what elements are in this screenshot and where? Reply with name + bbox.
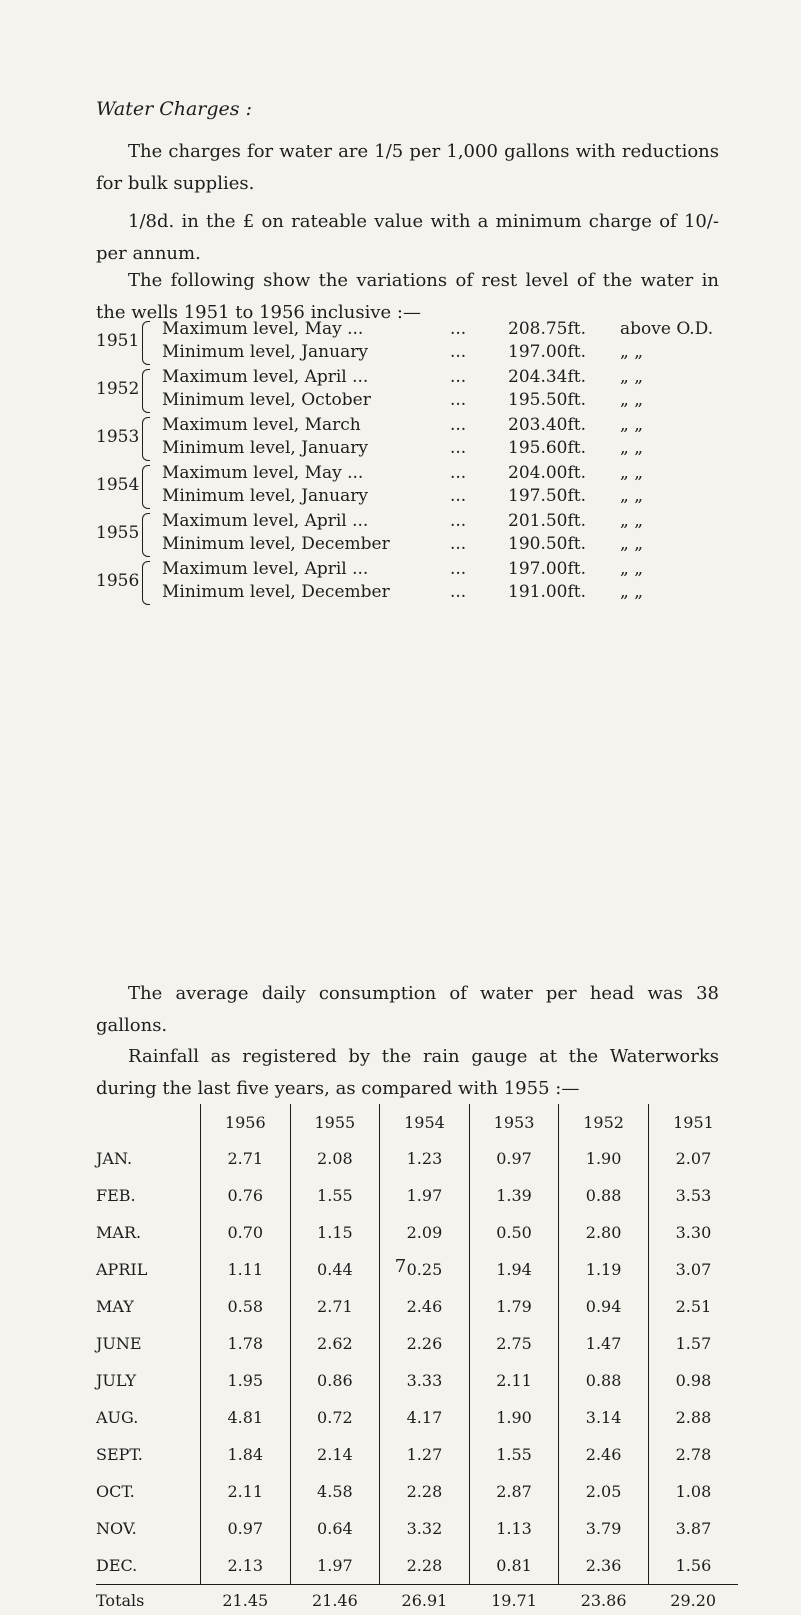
year-header: 1956 xyxy=(201,1104,291,1140)
brace-icon xyxy=(142,513,150,557)
totals-row xyxy=(96,1585,738,1615)
rainfall-cell: 1.94 xyxy=(469,1251,559,1288)
rainfall-cell: 0.72 xyxy=(290,1399,380,1436)
section-heading: Water Charges : xyxy=(96,98,252,120)
rest-level-desc: Maximum level, April ... xyxy=(162,367,368,387)
rainfall-cell: 1.08 xyxy=(648,1473,738,1510)
rainfall-cell: 0.97 xyxy=(201,1510,291,1547)
rest-level-ref: „ „ xyxy=(620,342,643,362)
rainfall-cell: 0.64 xyxy=(290,1510,380,1547)
month-label: DEC. xyxy=(96,1547,201,1585)
brace-icon xyxy=(142,465,150,509)
rainfall-header-row xyxy=(96,1104,738,1140)
table-row xyxy=(96,1510,738,1547)
month-label: OCT. xyxy=(96,1473,201,1510)
rest-level-value: 195.60ft. xyxy=(508,438,586,458)
rainfall-cell: 2.11 xyxy=(201,1473,291,1510)
rest-level-group xyxy=(96,559,786,607)
rainfall-cell: 2.51 xyxy=(648,1288,738,1325)
rainfall-cell: 1.97 xyxy=(290,1547,380,1585)
rest-level-ref: „ „ xyxy=(620,534,643,554)
table-row xyxy=(96,1214,738,1251)
table-row xyxy=(96,1325,738,1362)
total-cell: 21.45 xyxy=(201,1585,291,1615)
rest-level-year: 1954 xyxy=(96,475,134,495)
rest-level-value: 204.00ft. xyxy=(508,463,586,483)
rainfall-body xyxy=(96,1140,738,1615)
rest-level-value: 191.00ft. xyxy=(508,582,586,602)
table-row xyxy=(96,1288,738,1325)
rest-level-dots: ... xyxy=(450,582,466,602)
rest-level-dots: ... xyxy=(450,486,466,506)
rest-level-value: 197.50ft. xyxy=(508,486,586,506)
month-header xyxy=(96,1104,201,1140)
table-row xyxy=(96,1140,738,1177)
rainfall-cell: 3.07 xyxy=(648,1251,738,1288)
rainfall-cell: 1.95 xyxy=(201,1362,291,1399)
total-cell: 29.20 xyxy=(648,1585,738,1615)
rainfall-cell: 1.97 xyxy=(380,1177,470,1214)
rainfall-cell: 2.46 xyxy=(380,1288,470,1325)
rainfall-cell: 2.07 xyxy=(648,1140,738,1177)
rest-level-ref: „ „ xyxy=(620,438,643,458)
rest-level-value: 208.75ft. xyxy=(508,319,586,339)
rainfall-table xyxy=(96,1104,738,1615)
rest-level-group xyxy=(96,511,786,559)
rainfall-cell: 3.87 xyxy=(648,1510,738,1547)
rest-level-value: 203.40ft. xyxy=(508,415,586,435)
rest-level-ref: „ „ xyxy=(620,486,643,506)
month-label: JUNE xyxy=(96,1325,201,1362)
rest-level-value: 195.50ft. xyxy=(508,390,586,410)
year-header: 1952 xyxy=(559,1104,649,1140)
rainfall-cell: 3.32 xyxy=(380,1510,470,1547)
rest-level-year: 1952 xyxy=(96,379,134,399)
rainfall-cell: 0.50 xyxy=(469,1214,559,1251)
rainfall-cell: 1.39 xyxy=(469,1177,559,1214)
rest-level-dots: ... xyxy=(450,390,466,410)
month-label: SEPT. xyxy=(96,1436,201,1473)
rainfall-cell: 1.15 xyxy=(290,1214,380,1251)
rest-level-ref: „ „ xyxy=(620,511,643,531)
rainfall-cell: 0.76 xyxy=(201,1177,291,1214)
rest-level-ref: „ „ xyxy=(620,463,643,483)
total-cell: 26.91 xyxy=(380,1585,470,1615)
rainfall-cell: 1.55 xyxy=(469,1436,559,1473)
rainfall-cell: 2.11 xyxy=(469,1362,559,1399)
month-label: APRIL xyxy=(96,1251,201,1288)
rainfall-cell: 3.79 xyxy=(559,1510,649,1547)
rest-level-ref: above O.D. xyxy=(620,319,713,339)
rainfall-cell: 2.09 xyxy=(380,1214,470,1251)
rainfall-cell: 3.14 xyxy=(559,1399,649,1436)
rainfall-cell: 4.17 xyxy=(380,1399,470,1436)
rainfall-cell: 2.71 xyxy=(201,1140,291,1177)
rest-level-ref: „ „ xyxy=(620,367,643,387)
rest-level-ref: „ „ xyxy=(620,582,643,602)
table-row xyxy=(96,1436,738,1473)
month-label: JULY xyxy=(96,1362,201,1399)
rainfall-cell: 2.87 xyxy=(469,1473,559,1510)
rainfall-cell: 2.26 xyxy=(380,1325,470,1362)
month-label: MAY xyxy=(96,1288,201,1325)
rainfall-cell: 0.88 xyxy=(559,1177,649,1214)
rest-level-desc: Maximum level, May ... xyxy=(162,463,363,483)
rest-level-dots: ... xyxy=(450,511,466,531)
rest-level-dots: ... xyxy=(450,342,466,362)
brace-icon xyxy=(142,321,150,365)
rainfall-cell: 2.75 xyxy=(469,1325,559,1362)
table-row xyxy=(96,1362,738,1399)
rainfall-cell: 1.19 xyxy=(559,1251,649,1288)
rainfall-intro-paragraph: Rainfall as registered by the rain gauge at the Waterworks during the last five years, as compared with 1955 :— xyxy=(96,1041,719,1105)
rainfall-cell: 1.47 xyxy=(559,1325,649,1362)
brace-icon xyxy=(142,561,150,605)
rest-level-desc: Minimum level, January xyxy=(162,486,368,506)
rest-level-desc: Minimum level, December xyxy=(162,582,390,602)
rest-level-year: 1955 xyxy=(96,523,134,543)
consumption-paragraph: The average daily consumption of water per head was 38 gallons. xyxy=(96,978,719,1042)
rainfall-cell: 1.55 xyxy=(290,1177,380,1214)
rainfall-cell: 1.79 xyxy=(469,1288,559,1325)
rainfall-cell: 0.97 xyxy=(469,1140,559,1177)
rainfall-cell: 0.25 xyxy=(380,1251,470,1288)
rainfall-cell: 1.57 xyxy=(648,1325,738,1362)
rainfall-cell: 1.78 xyxy=(201,1325,291,1362)
rateable-paragraph: 1/8d. in the £ on rateable value with a minimum charge of 10/- per annum. xyxy=(96,206,719,270)
month-label: FEB. xyxy=(96,1177,201,1214)
rest-level-desc: Maximum level, May ... xyxy=(162,319,363,339)
rest-level-value: 197.00ft. xyxy=(508,342,586,362)
rest-level-ref: „ „ xyxy=(620,415,643,435)
rainfall-cell: 2.78 xyxy=(648,1436,738,1473)
rest-level-desc: Maximum level, April ... xyxy=(162,559,368,579)
month-label: MAR. xyxy=(96,1214,201,1251)
rest-level-ref: „ „ xyxy=(620,390,643,410)
rest-level-year: 1956 xyxy=(96,571,134,591)
rest-level-group xyxy=(96,463,786,511)
variations-intro-paragraph: The following show the variations of rest level of the water in the wells 1951 to 1956 inclusive :— xyxy=(96,265,719,329)
rainfall-cell: 0.44 xyxy=(290,1251,380,1288)
rest-level-group xyxy=(96,319,786,367)
total-cell: 23.86 xyxy=(559,1585,649,1615)
rainfall-cell: 1.27 xyxy=(380,1436,470,1473)
year-header: 1955 xyxy=(290,1104,380,1140)
rest-level-group xyxy=(96,367,786,415)
rainfall-cell: 1.90 xyxy=(559,1140,649,1177)
year-header: 1953 xyxy=(469,1104,559,1140)
month-label: NOV. xyxy=(96,1510,201,1547)
rainfall-cell: 2.14 xyxy=(290,1436,380,1473)
total-cell: 21.46 xyxy=(290,1585,380,1615)
rest-level-year: 1951 xyxy=(96,331,134,351)
rest-level-ref: „ „ xyxy=(620,559,643,579)
rainfall-cell: 2.13 xyxy=(201,1547,291,1585)
rest-level-group xyxy=(96,415,786,463)
rest-level-desc: Minimum level, January xyxy=(162,438,368,458)
year-header: 1954 xyxy=(380,1104,470,1140)
table-row xyxy=(96,1177,738,1214)
rest-level-dots: ... xyxy=(450,415,466,435)
rainfall-cell: 2.62 xyxy=(290,1325,380,1362)
table-row xyxy=(96,1399,738,1436)
rainfall-cell: 0.81 xyxy=(469,1547,559,1585)
rainfall-cell: 1.13 xyxy=(469,1510,559,1547)
rainfall-cell: 2.36 xyxy=(559,1547,649,1585)
rainfall-cell: 3.30 xyxy=(648,1214,738,1251)
totals-label: Totals xyxy=(96,1585,201,1615)
rainfall-cell: 1.90 xyxy=(469,1399,559,1436)
rainfall-cell: 2.46 xyxy=(559,1436,649,1473)
rest-level-year: 1953 xyxy=(96,427,134,447)
brace-icon xyxy=(142,417,150,461)
rainfall-cell: 2.28 xyxy=(380,1473,470,1510)
rest-level-desc: Minimum level, December xyxy=(162,534,390,554)
rest-level-value: 190.50ft. xyxy=(508,534,586,554)
rainfall-cell: 1.56 xyxy=(648,1547,738,1585)
rainfall-cell: 0.70 xyxy=(201,1214,291,1251)
rainfall-cell: 4.58 xyxy=(290,1473,380,1510)
rainfall-cell: 1.23 xyxy=(380,1140,470,1177)
rest-level-dots: ... xyxy=(450,367,466,387)
rainfall-cell: 4.81 xyxy=(201,1399,291,1436)
rainfall-cell: 0.88 xyxy=(559,1362,649,1399)
table-row xyxy=(96,1473,738,1510)
rainfall-cell: 2.88 xyxy=(648,1399,738,1436)
rest-level-value: 204.34ft. xyxy=(508,367,586,387)
rainfall-cell: 1.11 xyxy=(201,1251,291,1288)
rainfall-cell: 3.33 xyxy=(380,1362,470,1399)
rainfall-cell: 0.58 xyxy=(201,1288,291,1325)
page-number: 7 xyxy=(0,1256,801,1277)
rainfall-cell: 2.71 xyxy=(290,1288,380,1325)
rainfall-cell: 2.08 xyxy=(290,1140,380,1177)
rest-level-desc: Maximum level, March xyxy=(162,415,361,435)
rest-level-value: 201.50ft. xyxy=(508,511,586,531)
rest-level-desc: Minimum level, January xyxy=(162,342,368,362)
month-label: AUG. xyxy=(96,1399,201,1436)
rainfall-cell: 2.28 xyxy=(380,1547,470,1585)
rainfall-cell: 0.94 xyxy=(559,1288,649,1325)
rest-level-dots: ... xyxy=(450,319,466,339)
rainfall-cell: 2.80 xyxy=(559,1214,649,1251)
rainfall-cell: 0.86 xyxy=(290,1362,380,1399)
rainfall-cell: 2.05 xyxy=(559,1473,649,1510)
rest-level-desc: Minimum level, October xyxy=(162,390,371,410)
rest-level-value: 197.00ft. xyxy=(508,559,586,579)
rest-level-desc: Maximum level, April ... xyxy=(162,511,368,531)
rainfall-cell: 3.53 xyxy=(648,1177,738,1214)
charges-paragraph: The charges for water are 1/5 per 1,000 gallons with reductions for bulk supplies. xyxy=(96,136,719,200)
rest-level-dots: ... xyxy=(450,534,466,554)
rest-levels-list xyxy=(96,319,786,607)
total-cell: 19.71 xyxy=(469,1585,559,1615)
brace-icon xyxy=(142,369,150,413)
rest-level-dots: ... xyxy=(450,438,466,458)
rest-level-dots: ... xyxy=(450,463,466,483)
year-header: 1951 xyxy=(648,1104,738,1140)
table-row xyxy=(96,1547,738,1585)
rest-level-dots: ... xyxy=(450,559,466,579)
rainfall-cell: 0.98 xyxy=(648,1362,738,1399)
rainfall-cell: 1.84 xyxy=(201,1436,291,1473)
month-label: JAN. xyxy=(96,1140,201,1177)
